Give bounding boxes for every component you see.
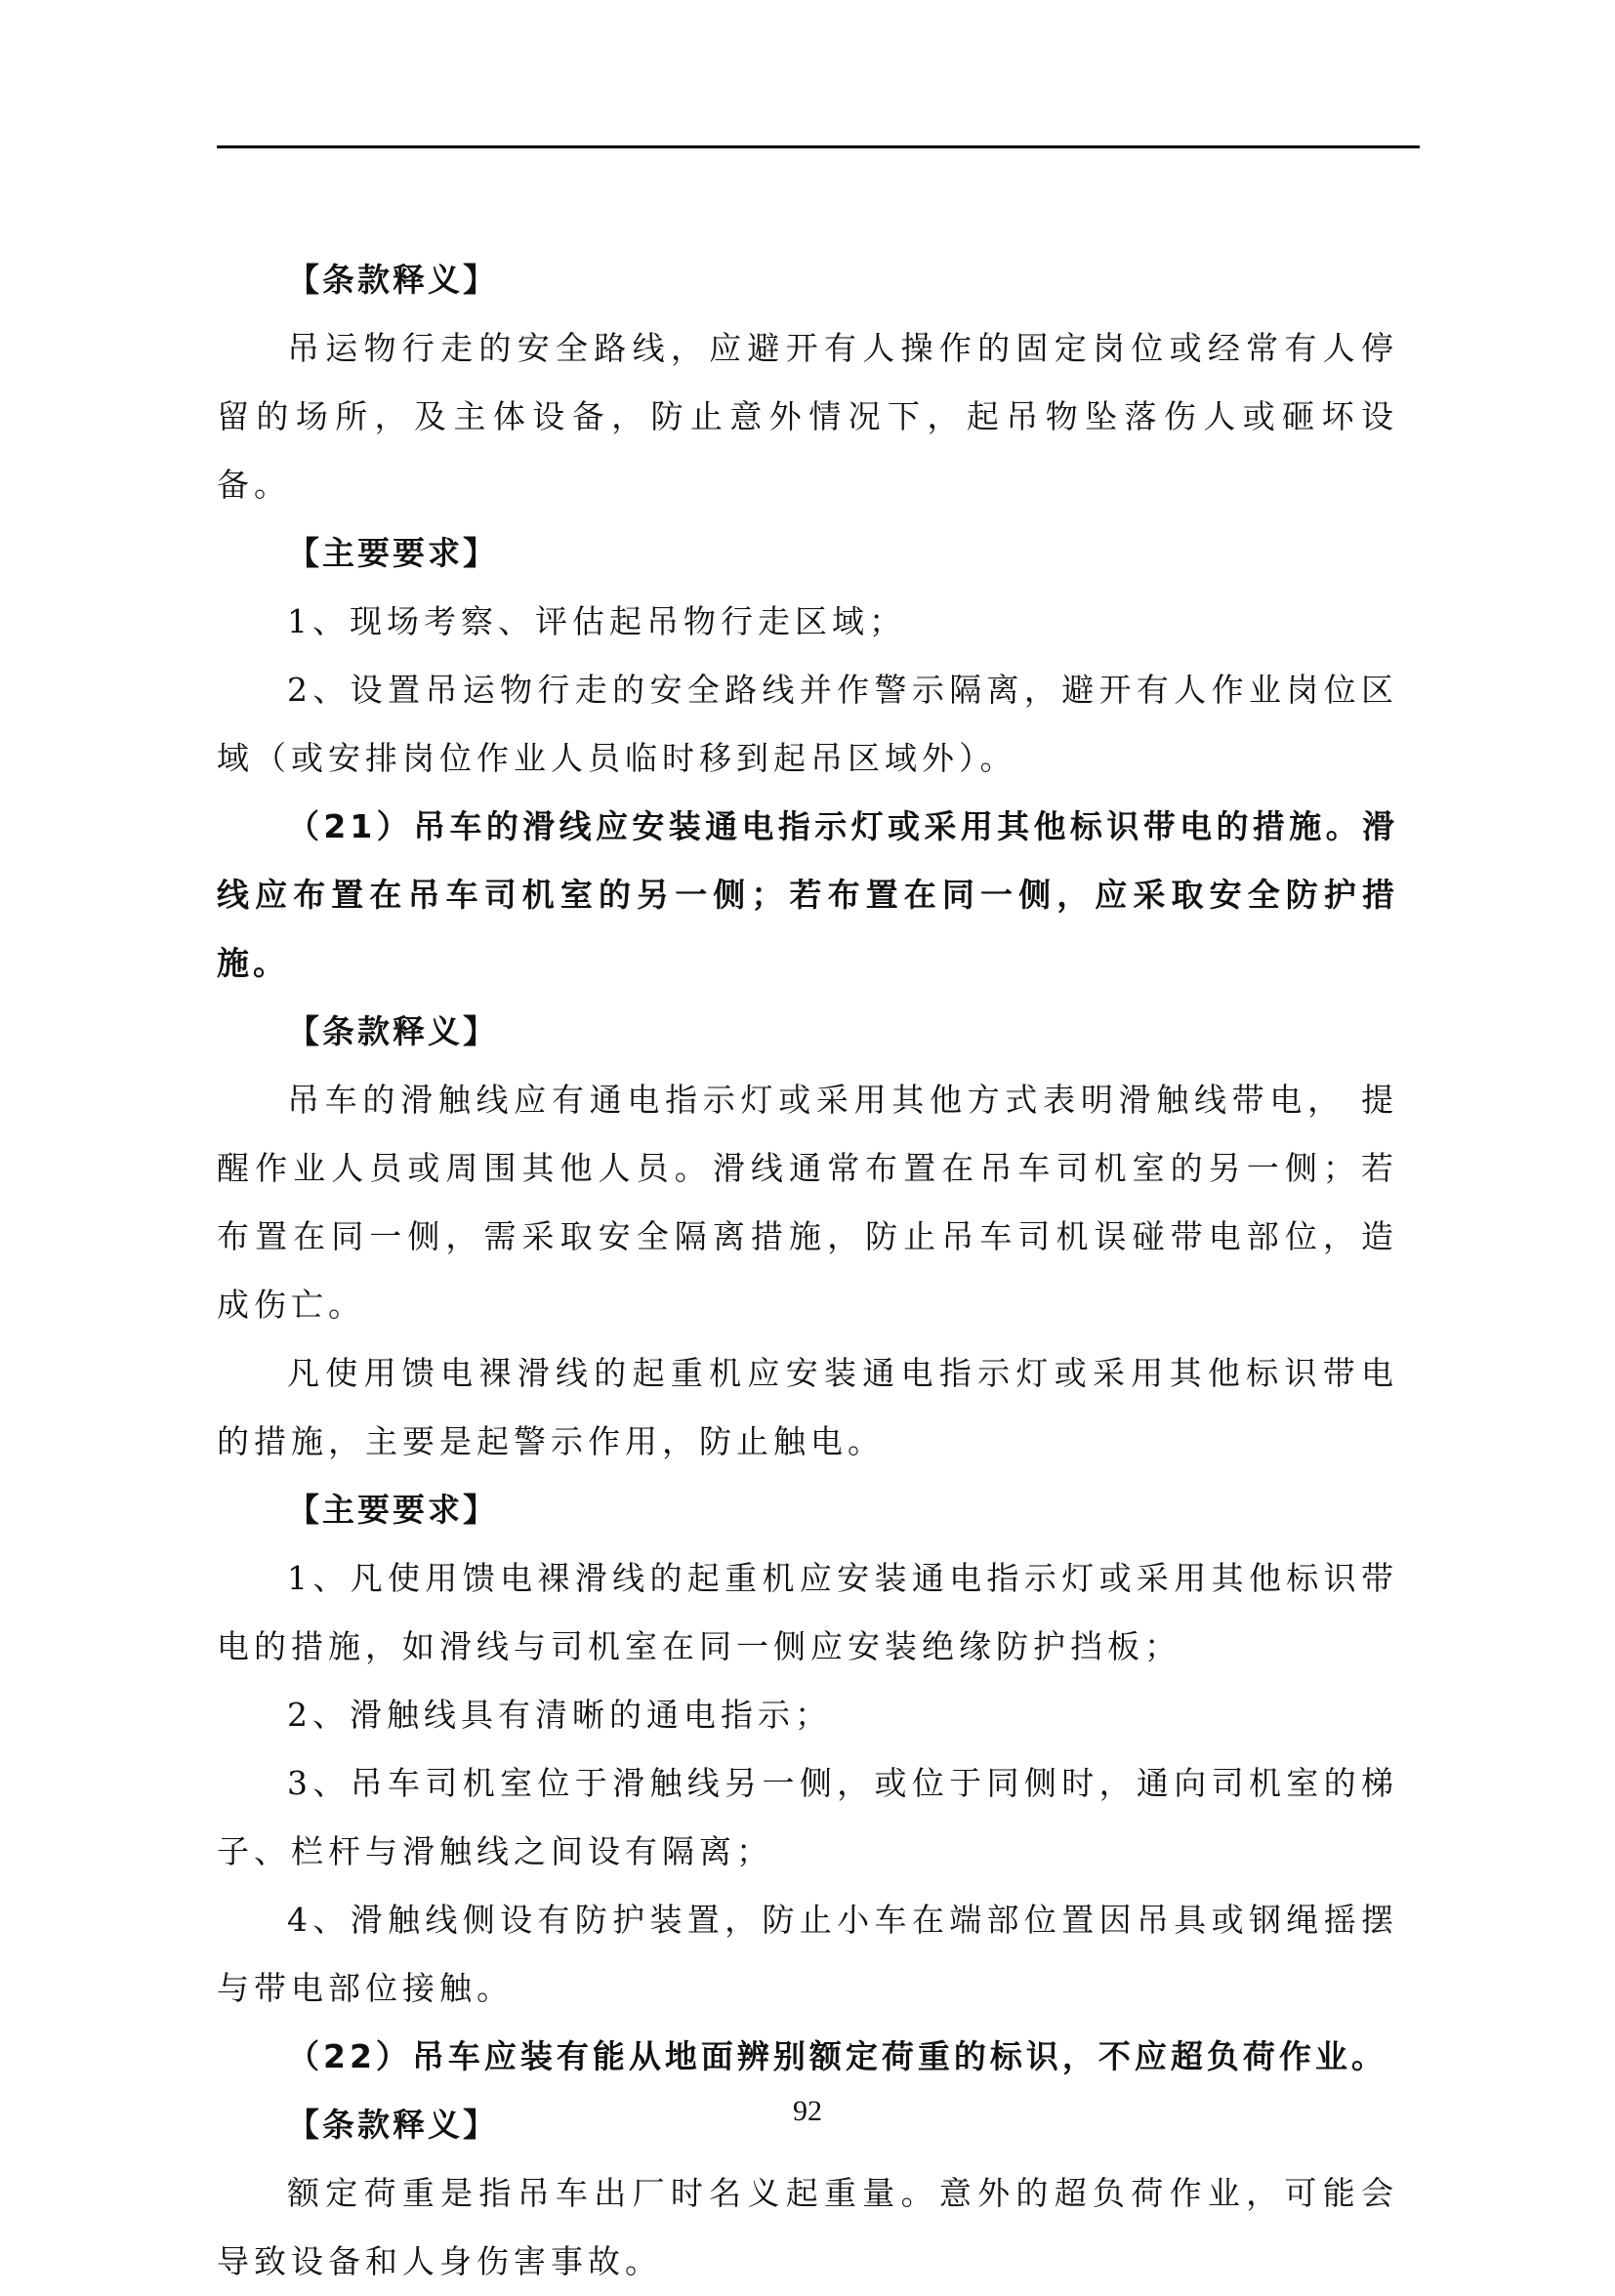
body-paragraph: 额定荷重是指吊车出厂时名义起重量。意外的超负荷作业，可能会导致设备和人身伤害事故。 [217, 2174, 1398, 2280]
body-paragraph: 吊车的滑触线应有通电指示灯或采用其他方式表明滑触线带电， 提醒作业人员或周围其他人员。滑线通常布置在吊车司机室的另一侧；若布置在同一侧，需采取安全隔离措施，防止吊车司机误碰带电部位，造成伤亡。 [217, 1081, 1398, 1324]
body-paragraph: 凡使用馈电裸滑线的起重机应安装通电指示灯或采用其他标识带电的措施，主要是起警示作用，防止触电。 [217, 1354, 1398, 1460]
body-paragraph: 吊运物行走的安全路线，应避开有人操作的固定岗位或经常有人停留的场所，及主体设备，防止意外情况下，起吊物坠落伤人或砸坏设备。 [217, 329, 1398, 504]
section-heading-clause-interpretation: 【条款释义】 [287, 1012, 498, 1050]
requirement-item: 2、滑触线具有清晰的通电指示； [287, 1696, 832, 1734]
requirement-item: 1、现场考察、评估起吊物行走区域； [287, 602, 906, 640]
requirement-item: 2、设置吊运物行走的安全路线并作警示隔离，避开有人作业岗位区域（或安排岗位作业人员临时移到起吊区域外）。 [217, 671, 1398, 777]
page-number: 92 [793, 2095, 822, 2127]
header-rule [217, 145, 1420, 148]
clause-22: （22）吊车应装有能从地面辨别额定荷重的标识，不应超负荷作业。 [287, 2037, 1387, 2075]
requirement-item: 4、滑触线侧设有防护装置，防止小车在端部位置因吊具或钢绳摇摆与带电部位接触。 [217, 1901, 1398, 2007]
section-heading-main-requirements: 【主要要求】 [287, 534, 498, 572]
requirement-item: 3、吊车司机室位于滑触线另一侧，或位于同侧时，通向司机室的梯子、栏杆与滑触线之间设有隔离； [217, 1764, 1398, 1870]
section-heading-clause-interpretation: 【条款释义】 [287, 2106, 498, 2144]
clause-21: （21）吊车的滑线应安装通电指示灯或采用其他标识带电的措施。滑线应布置在吊车司机室的另一侧；若布置在同一侧，应采取安全防护措施。 [217, 807, 1398, 982]
requirement-item: 1、凡使用馈电裸滑线的起重机应安装通电指示灯或采用其他标识带电的措施，如滑线与司机室在同一侧应安装绝缘防护挡板； [217, 1559, 1398, 1665]
section-heading-main-requirements: 【主要要求】 [287, 1491, 498, 1529]
section-heading-clause-interpretation: 【条款释义】 [287, 261, 498, 299]
document-body [217, 246, 1398, 2296]
